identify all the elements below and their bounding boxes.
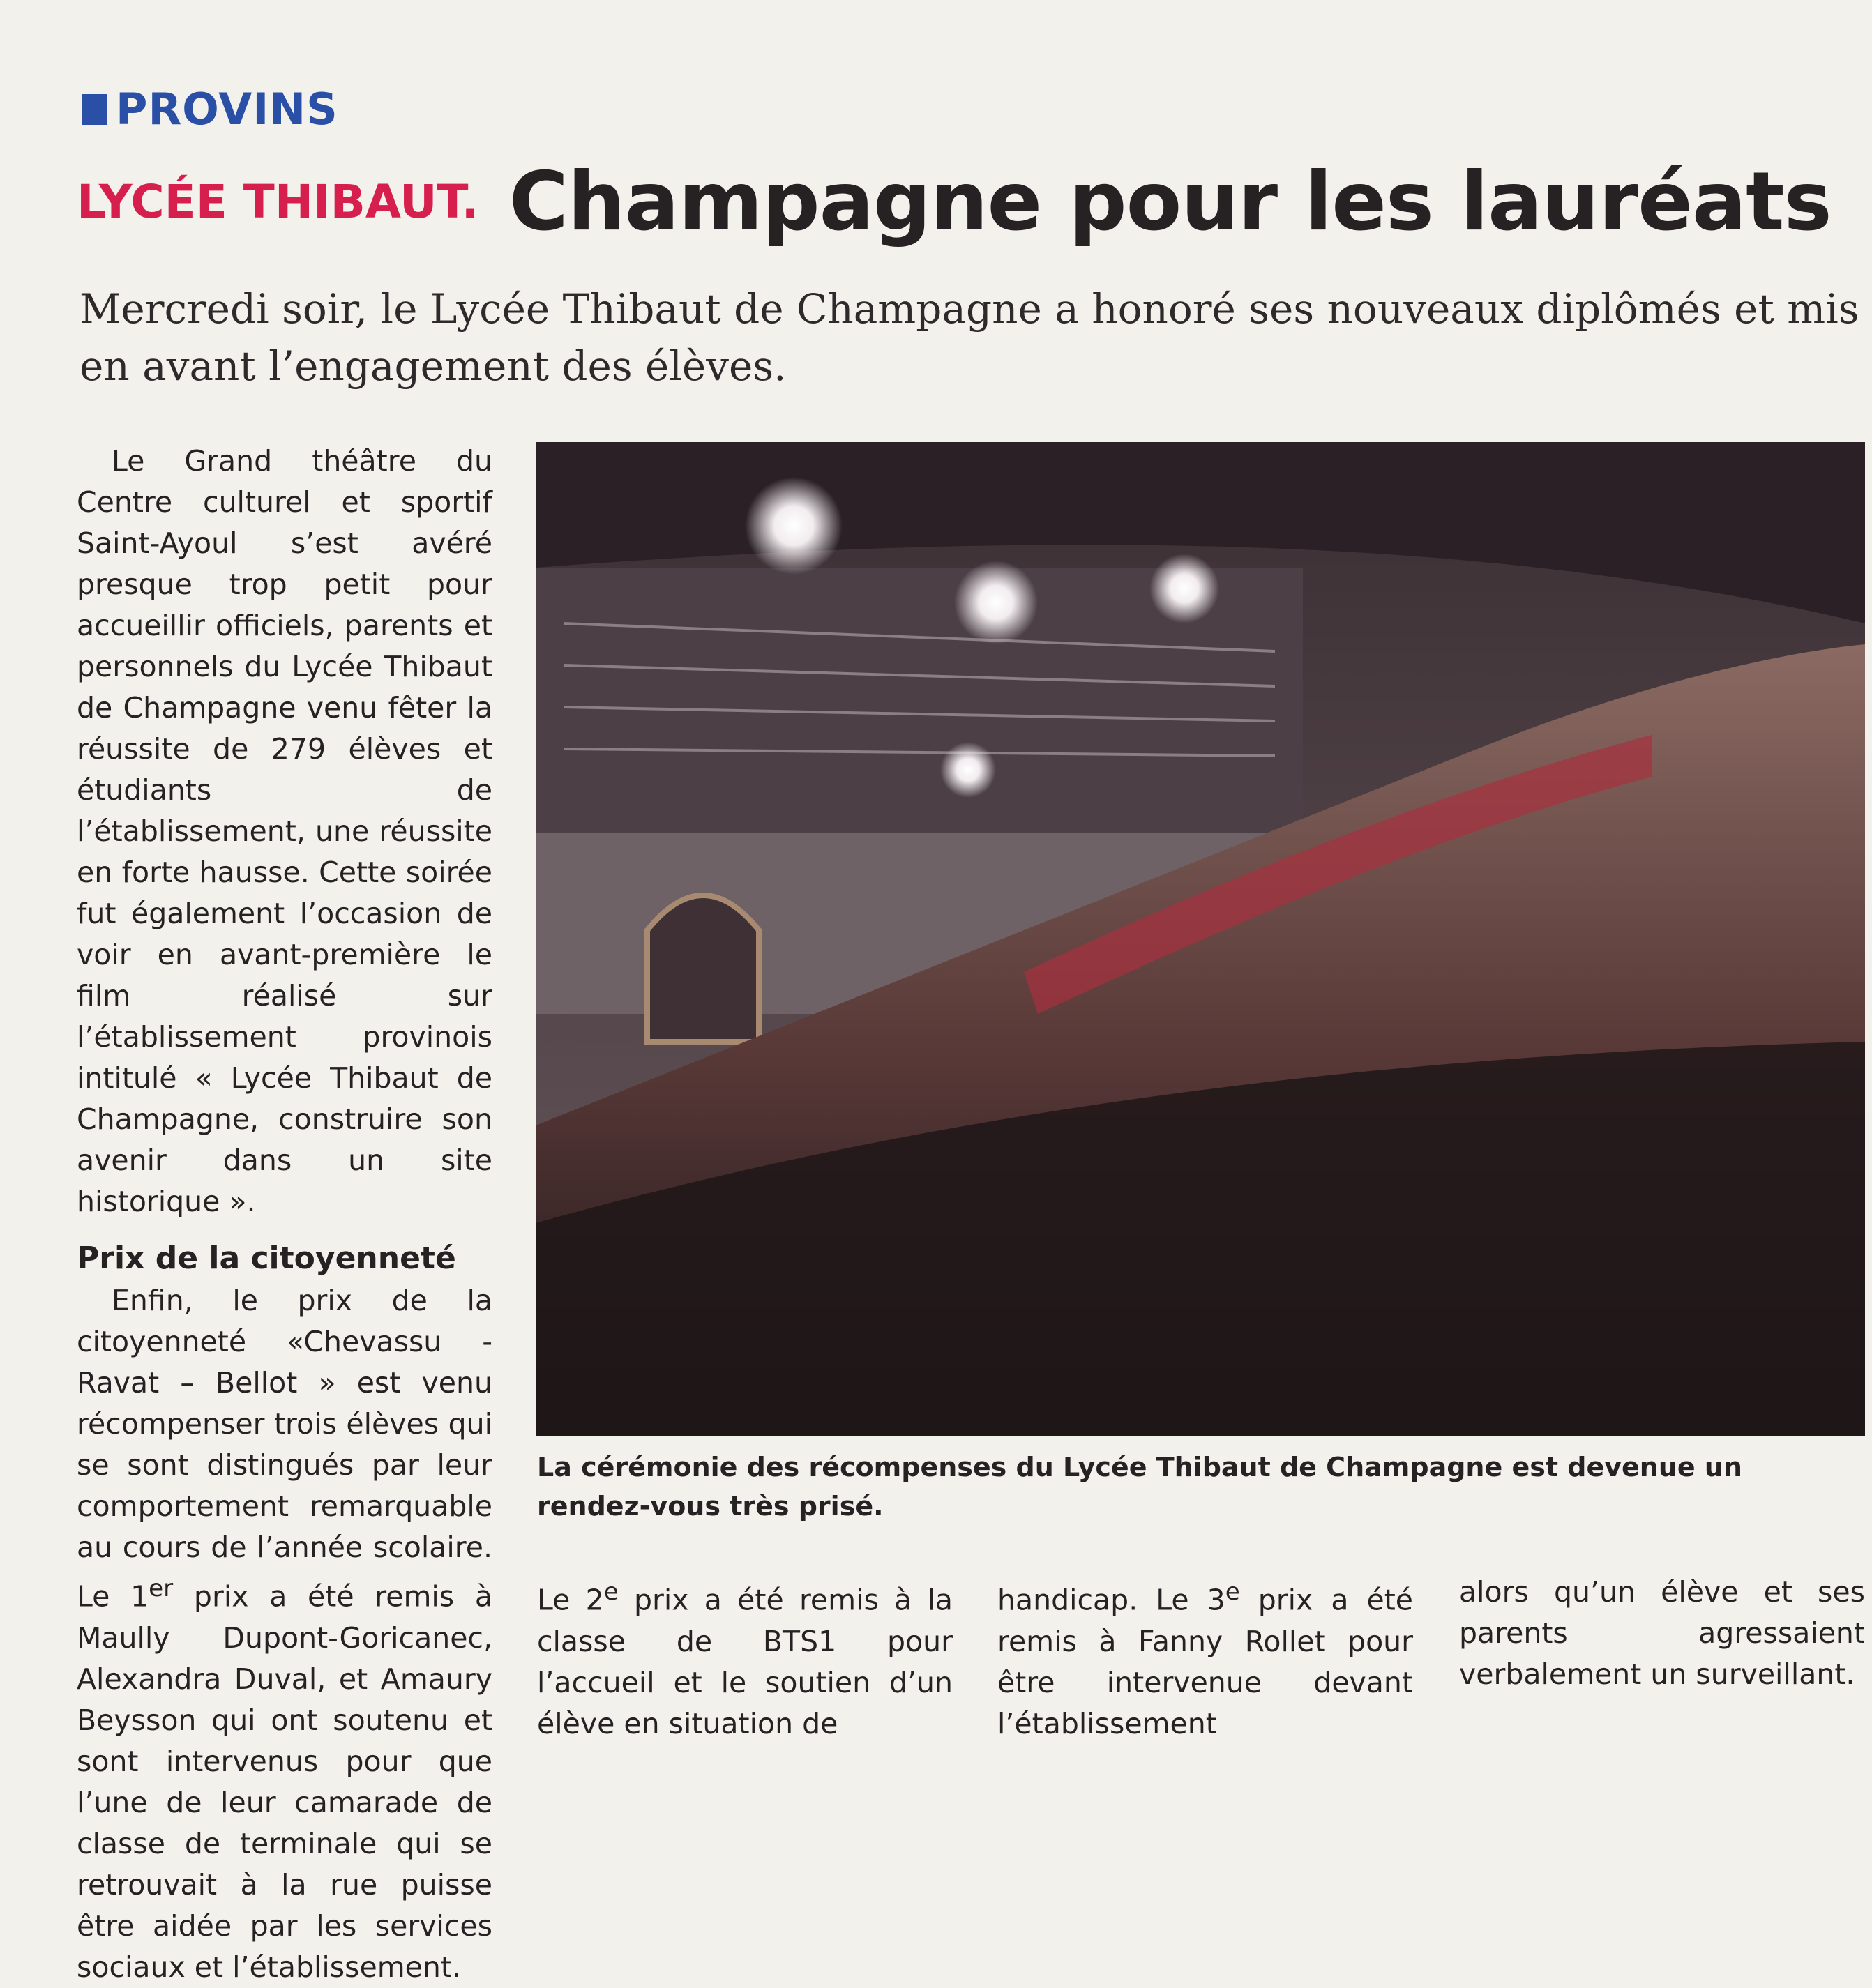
section-square-icon xyxy=(82,94,107,125)
ordinal-superscript: er xyxy=(149,1575,174,1602)
auditorium-photo xyxy=(536,442,1865,1436)
body-paragraph: Le Grand théâtre du Centre culturel et sportif Saint-Ayoul s’est avéré presque trop petit pour accueillir officiels, parents et personnels du Lycée Thibaut de Champagne venu fêter la réussite de 279 élèves et étudiants de l’établissement, une réussite en forte hausse. Cette soirée fut également l’occasion de voir en avant-première le film réalisé sur l’établissement provinois intitulé « Lycée Thibaut de Champagne, construire son avenir dans un site historique ». xyxy=(77,444,492,1218)
headline: Champagne pour les lauréats xyxy=(508,155,1832,249)
ordinal-superscript: e xyxy=(1225,1578,1240,1606)
photo-caption: La cérémonie des récompenses du Lycée Thibaut de Champagne est devenue un rendez-vous très prisé. xyxy=(537,1452,1742,1522)
body-text: prix a été remis à la classe de BTS1 pour l’accueil et le soutien d’un élève en situation de xyxy=(537,1583,953,1740)
section-label: PROVINS xyxy=(116,84,338,135)
body-text: Enfin, le prix de la citoyenneté «Chevassu - Ravat – Bellot » est venu récompenser trois élèves qui se sont distingués par leur comportement remarquable au cours de l’année scolaire. Le 1 xyxy=(77,1284,492,1614)
body-column-bottom-1 xyxy=(537,1572,953,1745)
section-tag xyxy=(82,84,338,135)
ordinal-superscript: e xyxy=(603,1578,619,1606)
body-text: handicap. Le 3 xyxy=(997,1583,1225,1617)
headline-row xyxy=(77,155,1848,249)
body-text: prix a été remis à Fanny Rollet pour être intervenue devant l’établissement xyxy=(997,1583,1413,1740)
kicker: LYCÉE THIBAUT. xyxy=(77,175,479,229)
body-paragraph xyxy=(77,1280,492,1988)
body-column-left xyxy=(77,441,492,1988)
body-column-bottom-2 xyxy=(997,1572,1413,1745)
body-text: Le 2 xyxy=(537,1583,604,1617)
standfirst: Mercredi soir, le Lycée Thibaut de Champagne a honoré ses nouveaux diplômés et mis en avant l’engagement des élèves. xyxy=(80,285,1859,390)
body-paragraph: alors qu’un élève et ses parents agressaient verbalement un surveillant. xyxy=(1459,1575,1865,1691)
body-column-bottom-3 xyxy=(1459,1572,1865,1695)
body-text: prix a été remis à Maully Dupont-Goricanec, Alexandra Duval, et Amaury Beysson qui ont soutenu et sont intervenus pour que l’une de leur camarade de classe de terminale qui se retrouvait à la rue puisse être aidée par les services sociaux et l’établissement. xyxy=(77,1579,492,1984)
body-paragraph xyxy=(997,1572,1413,1745)
body-paragraph xyxy=(537,1572,953,1745)
subheading: Prix de la citoyenneté xyxy=(77,1240,456,1276)
